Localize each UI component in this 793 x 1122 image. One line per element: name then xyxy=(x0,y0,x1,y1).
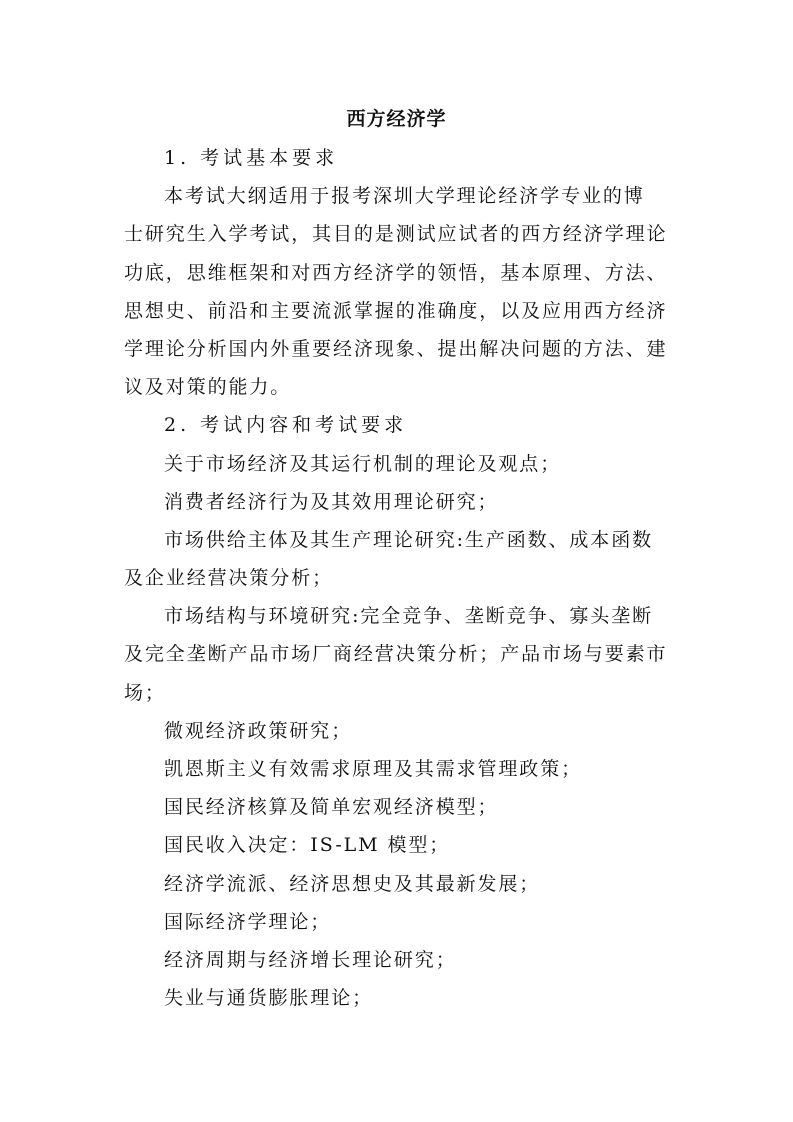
list-item xyxy=(124,450,684,488)
list-item-line: 市场结构与环境研究:完全竞争、垄断竞争、寡头垄断 xyxy=(164,605,654,628)
section-2-list xyxy=(124,450,684,1023)
list-item-line: 及完全垄断产品市场厂商经营决策分析；产品市场与要素市 xyxy=(124,643,668,666)
list-item-line: 失业与通货膨胀理论； xyxy=(164,987,374,1010)
paragraph-line: 功底，思维框架和对西方经济学的领悟，基本原理、方法、 xyxy=(124,261,668,284)
list-item xyxy=(124,793,684,831)
section-2-heading: 2. 考试内容和考试要求 xyxy=(164,414,408,437)
paragraph-line: 思想史、前沿和主要流派掌握的准确度，以及应用西方经济 xyxy=(124,299,668,322)
list-item-line: 及企业经营决策分析； xyxy=(124,567,334,590)
list-item xyxy=(124,755,684,793)
list-item xyxy=(124,946,684,984)
list-item-line: 市场供给主体及其生产理论研究:生产函数、成本函数 xyxy=(164,528,654,551)
section-1-heading: 1. 考试基本要求 xyxy=(164,147,339,169)
list-item xyxy=(124,984,684,1022)
paragraph-line: 学理论分析国内外重要经济现象、提出解决问题的方法、建 xyxy=(124,337,668,360)
document-title: 西方经济学 xyxy=(346,108,447,130)
list-item xyxy=(124,908,684,946)
list-item-line: 国际经济学理论； xyxy=(164,910,332,933)
list-item-line: 消费者经济行为及其效用理论研究； xyxy=(164,490,499,513)
list-item xyxy=(124,488,684,526)
section-1-paragraph xyxy=(124,182,684,411)
list-item-line: 场； xyxy=(124,681,166,704)
list-item xyxy=(124,526,684,602)
list-item-line: 国民经济核算及简单宏观经济模型； xyxy=(164,796,499,819)
list-item-line: 经济学流派、经济思想史及其最新发展； xyxy=(164,872,541,895)
list-item-line: 关于市场经济及其运行机制的理论及观点； xyxy=(164,452,562,475)
list-item-line: 国民收入决定：IS-LM 模型； xyxy=(164,834,451,857)
paragraph-line: 议及对策的能力。 xyxy=(124,376,292,399)
list-item-line: 经济周期与经济增长理论研究； xyxy=(164,948,457,971)
document-body xyxy=(124,144,684,1022)
list-item xyxy=(124,602,684,717)
list-item-line: 凯恩斯主义有效需求原理及其需求管理政策； xyxy=(164,758,583,780)
paragraph-line: 士研究生入学考试，其目的是测试应试者的西方经济学理论 xyxy=(124,223,668,246)
paragraph-line: 本考试大纲适用于报考深圳大学理论经济学专业的博 xyxy=(164,185,645,208)
list-item xyxy=(124,831,684,869)
list-item xyxy=(124,717,684,755)
list-item xyxy=(124,870,684,908)
list-item-line: 微观经济政策研究； xyxy=(164,719,353,742)
